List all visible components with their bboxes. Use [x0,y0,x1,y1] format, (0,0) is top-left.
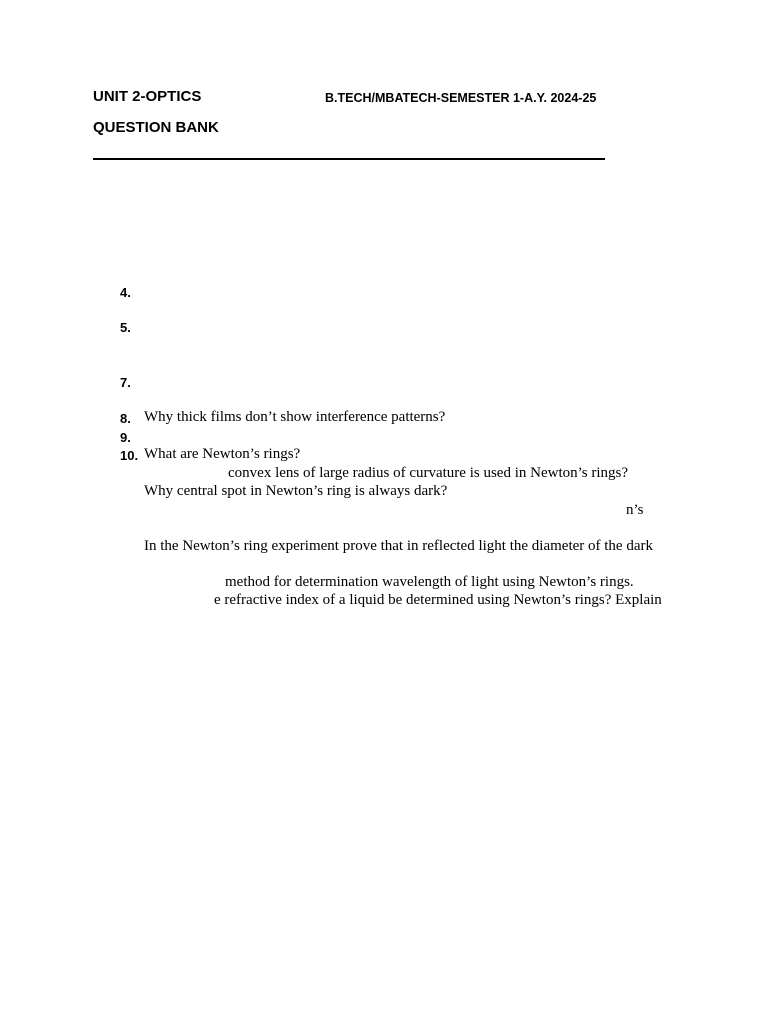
question-prove-diameter-text: In the Newton’s ring experiment prove that in reflected light the diameter of the dark [144,538,653,554]
unit-title: UNIT 2-OPTICS [93,88,202,105]
question-method-wavelength-text: method for determination wavelength of light using Newton’s rings. [225,574,634,590]
question-number-5: 5. [120,320,131,335]
question-number-9: 9. [120,430,131,445]
question-fragment-text: n’s [626,502,644,518]
header-divider [93,158,605,160]
question-convex-lens-text: convex lens of large radius of curvature is used in Newton’s rings? [228,465,629,481]
question-refractive-index-text: e refractive index of a liquid be determined using Newton’s rings? Explain [214,592,662,608]
question-number-10: 10. [120,448,139,463]
question-number-7: 7. [120,375,131,390]
course-info: B.TECH/MBATECH-SEMESTER 1-A.Y. 2024-25 [325,91,597,105]
question-8-text: Why thick films don’t show interference patterns? [144,409,446,425]
question-number-4: 4. [120,285,131,300]
question-10-text: What are Newton’s rings? [144,446,301,462]
question-central-spot-text: Why central spot in Newton’s ring is always dark? [144,483,448,499]
question-bank-title: QUESTION BANK [93,119,219,136]
question-number-8: 8. [120,411,131,426]
